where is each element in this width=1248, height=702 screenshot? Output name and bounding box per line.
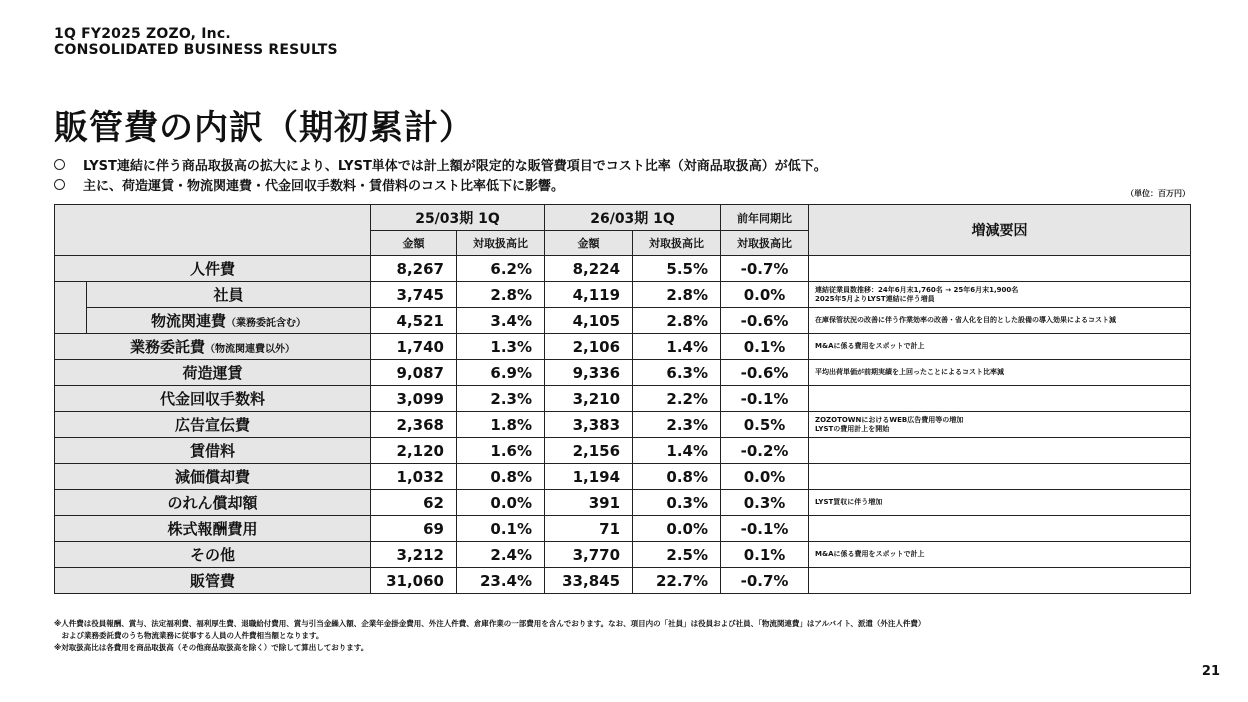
footnotes	[54, 618, 925, 654]
header-blank	[55, 205, 371, 256]
ratio-prev: 1.8%	[457, 412, 545, 438]
ratio-curr: 22.7%	[633, 568, 721, 594]
yoy-change: 0.0%	[721, 464, 809, 490]
yoy-header: 前年同期比	[721, 205, 809, 231]
header-subtitle: CONSOLIDATED BUSINESS RESULTS	[54, 42, 338, 58]
amount-prev: 8,267	[371, 256, 457, 282]
ratio-curr: 0.0%	[633, 516, 721, 542]
ratio-prev: 23.4%	[457, 568, 545, 594]
page-number: 21	[1201, 664, 1220, 679]
ratio-curr: 5.5%	[633, 256, 721, 282]
ratio-curr: 2.2%	[633, 386, 721, 412]
yoy-change: -0.1%	[721, 386, 809, 412]
table-row	[55, 282, 1191, 308]
reason-cell	[809, 438, 1191, 464]
amount-prev: 3,099	[371, 386, 457, 412]
reason-cell: ZOZOTOWNにおけるWEB広告費用等の増加 LYSTの費用計上を開始	[809, 412, 1191, 438]
ratio-curr: 1.4%	[633, 334, 721, 360]
bullet-item	[54, 154, 827, 174]
reason-header: 増減要因	[809, 205, 1191, 256]
amount-curr: 3,770	[545, 542, 633, 568]
row-label-cell	[55, 334, 371, 360]
reason-cell	[809, 568, 1191, 594]
bullet-circle-icon	[54, 159, 65, 170]
yoy-change: -0.2%	[721, 438, 809, 464]
yoy-change: -0.7%	[721, 256, 809, 282]
row-label: のれん償却額	[55, 490, 371, 516]
reason-cell: M&Aに係る費用をスポットで計上	[809, 542, 1191, 568]
ratio-prev: 0.8%	[457, 464, 545, 490]
yoy-change: 0.0%	[721, 282, 809, 308]
amount-prev: 4,521	[371, 308, 457, 334]
amount-curr: 1,194	[545, 464, 633, 490]
period2-header: 26/03期 1Q	[545, 205, 721, 231]
row-label: 人件費	[55, 256, 371, 282]
footnote-line: および業務委託費のうち物流業務に従事する人員の人件費相当額となります。	[54, 631, 324, 640]
sub-ratio-header: 対取扱高比	[457, 231, 545, 256]
summary-bullets	[54, 154, 827, 194]
ratio-prev: 3.4%	[457, 308, 545, 334]
yoy-change: -0.1%	[721, 516, 809, 542]
ratio-prev: 2.3%	[457, 386, 545, 412]
sga-breakdown-table	[54, 204, 1191, 594]
indent-spacer	[55, 282, 87, 334]
yoy-change: -0.6%	[721, 360, 809, 386]
row-label-cell	[87, 308, 371, 334]
bullet-circle-icon	[54, 179, 65, 190]
amount-curr: 3,383	[545, 412, 633, 438]
amount-prev: 69	[371, 516, 457, 542]
ratio-curr: 1.4%	[633, 438, 721, 464]
table-row	[55, 256, 1191, 282]
row-label-note: （物流関連費以外）	[205, 344, 295, 355]
ratio-prev: 2.4%	[457, 542, 545, 568]
amount-prev: 62	[371, 490, 457, 516]
yoy-change: -0.7%	[721, 568, 809, 594]
bullet-text: 主に、荷造運賃・物流関連費・代金回収手数料・賃借料のコスト比率低下に影響。	[83, 178, 565, 194]
ratio-prev: 0.1%	[457, 516, 545, 542]
ratio-curr: 2.3%	[633, 412, 721, 438]
reason-cell: LYST買収に伴う増加	[809, 490, 1191, 516]
row-label: 株式報酬費用	[55, 516, 371, 542]
reason-cell: M&Aに係る費用をスポットで計上	[809, 334, 1191, 360]
table-row	[55, 412, 1191, 438]
amount-prev: 1,740	[371, 334, 457, 360]
amount-prev: 3,745	[371, 282, 457, 308]
ratio-curr: 2.8%	[633, 282, 721, 308]
sub-amount-header: 金額	[545, 231, 633, 256]
ratio-curr: 2.8%	[633, 308, 721, 334]
reason-cell	[809, 386, 1191, 412]
page-title: 販管費の内訳（期初累計）	[54, 108, 474, 148]
amount-curr: 391	[545, 490, 633, 516]
header-company: 1Q FY2025 ZOZO, Inc.	[54, 26, 231, 42]
amount-prev: 31,060	[371, 568, 457, 594]
row-label: 社員	[87, 282, 371, 308]
ratio-prev: 0.0%	[457, 490, 545, 516]
reason-cell	[809, 256, 1191, 282]
reason-cell	[809, 516, 1191, 542]
amount-curr: 71	[545, 516, 633, 542]
footnote-line: ※対取扱高比は各費用を商品取扱高（その他商品取扱高を除く）で除して算出しております。	[54, 643, 369, 652]
table-header-row	[55, 205, 1191, 231]
reason-cell: 平均出荷単価が前期実績を上回ったことによるコスト比率減	[809, 360, 1191, 386]
amount-curr: 2,106	[545, 334, 633, 360]
reason-cell: 連結従業員数推移：24年6月末1,760名 → 25年6月末1,900名 2025年5月よりLYST連結に伴う増員	[809, 282, 1191, 308]
ratio-curr: 2.5%	[633, 542, 721, 568]
reason-cell: 在庫保管状況の改善に伴う作業効率の改善・省人化を目的とした設備の導入効果によるコスト減	[809, 308, 1191, 334]
row-label: 業務委託費	[129, 338, 205, 356]
ratio-prev: 2.8%	[457, 282, 545, 308]
yoy-change: 0.1%	[721, 542, 809, 568]
row-label-note: （業務委託含む）	[226, 318, 306, 329]
table-row	[55, 360, 1191, 386]
report-header	[54, 26, 338, 58]
row-label: 減価償却費	[55, 464, 371, 490]
amount-prev: 2,368	[371, 412, 457, 438]
amount-prev: 1,032	[371, 464, 457, 490]
table-row	[55, 334, 1191, 360]
ratio-prev: 6.2%	[457, 256, 545, 282]
ratio-prev: 6.9%	[457, 360, 545, 386]
table-row	[55, 464, 1191, 490]
footnote-line: ※人件費は役員報酬、賞与、法定福利費、福利厚生費、退職給付費用、賞与引当金繰入額、企業年金掛金費用、外注人件費、倉庫作業の一部費用を含んでおります。なお、項目内の「社員」は役員および社員、「物流関連費」はアルバイト、派遣（外注人件費）	[54, 619, 926, 628]
yoy-change: 0.5%	[721, 412, 809, 438]
amount-prev: 2,120	[371, 438, 457, 464]
amount-curr: 4,119	[545, 282, 633, 308]
sub-ratio-header: 対取扱高比	[721, 231, 809, 256]
sub-ratio-header: 対取扱高比	[633, 231, 721, 256]
reason-cell	[809, 464, 1191, 490]
table-row	[55, 542, 1191, 568]
table-row	[55, 438, 1191, 464]
row-label: 荷造運賃	[55, 360, 371, 386]
bullet-text: LYST連結に伴う商品取扱高の拡大により、LYST単体では計上額が限定的な販管費項目でコスト比率（対商品取扱高）が低下。	[83, 158, 827, 174]
row-label: 賃借料	[55, 438, 371, 464]
table-row	[55, 386, 1191, 412]
yoy-change: 0.3%	[721, 490, 809, 516]
sub-amount-header: 金額	[371, 231, 457, 256]
amount-curr: 33,845	[545, 568, 633, 594]
yoy-change: -0.6%	[721, 308, 809, 334]
ratio-curr: 6.3%	[633, 360, 721, 386]
bullet-item	[54, 174, 827, 194]
ratio-curr: 0.3%	[633, 490, 721, 516]
amount-curr: 9,336	[545, 360, 633, 386]
ratio-curr: 0.8%	[633, 464, 721, 490]
table-row	[55, 490, 1191, 516]
row-label: 広告宣伝費	[55, 412, 371, 438]
amount-curr: 8,224	[545, 256, 633, 282]
yoy-change: 0.1%	[721, 334, 809, 360]
amount-curr: 4,105	[545, 308, 633, 334]
amount-curr: 2,156	[545, 438, 633, 464]
amount-prev: 3,212	[371, 542, 457, 568]
ratio-prev: 1.3%	[457, 334, 545, 360]
row-label: 物流関連費	[150, 312, 226, 330]
table-total-row	[55, 568, 1191, 594]
row-label: 代金回収手数料	[55, 386, 371, 412]
period1-header: 25/03期 1Q	[371, 205, 545, 231]
table-row	[55, 516, 1191, 542]
table-row	[55, 308, 1191, 334]
unit-label: （単位：百万円）	[1126, 189, 1190, 198]
amount-curr: 3,210	[545, 386, 633, 412]
ratio-prev: 1.6%	[457, 438, 545, 464]
row-label: 販管費	[55, 568, 371, 594]
amount-prev: 9,087	[371, 360, 457, 386]
row-label: その他	[55, 542, 371, 568]
